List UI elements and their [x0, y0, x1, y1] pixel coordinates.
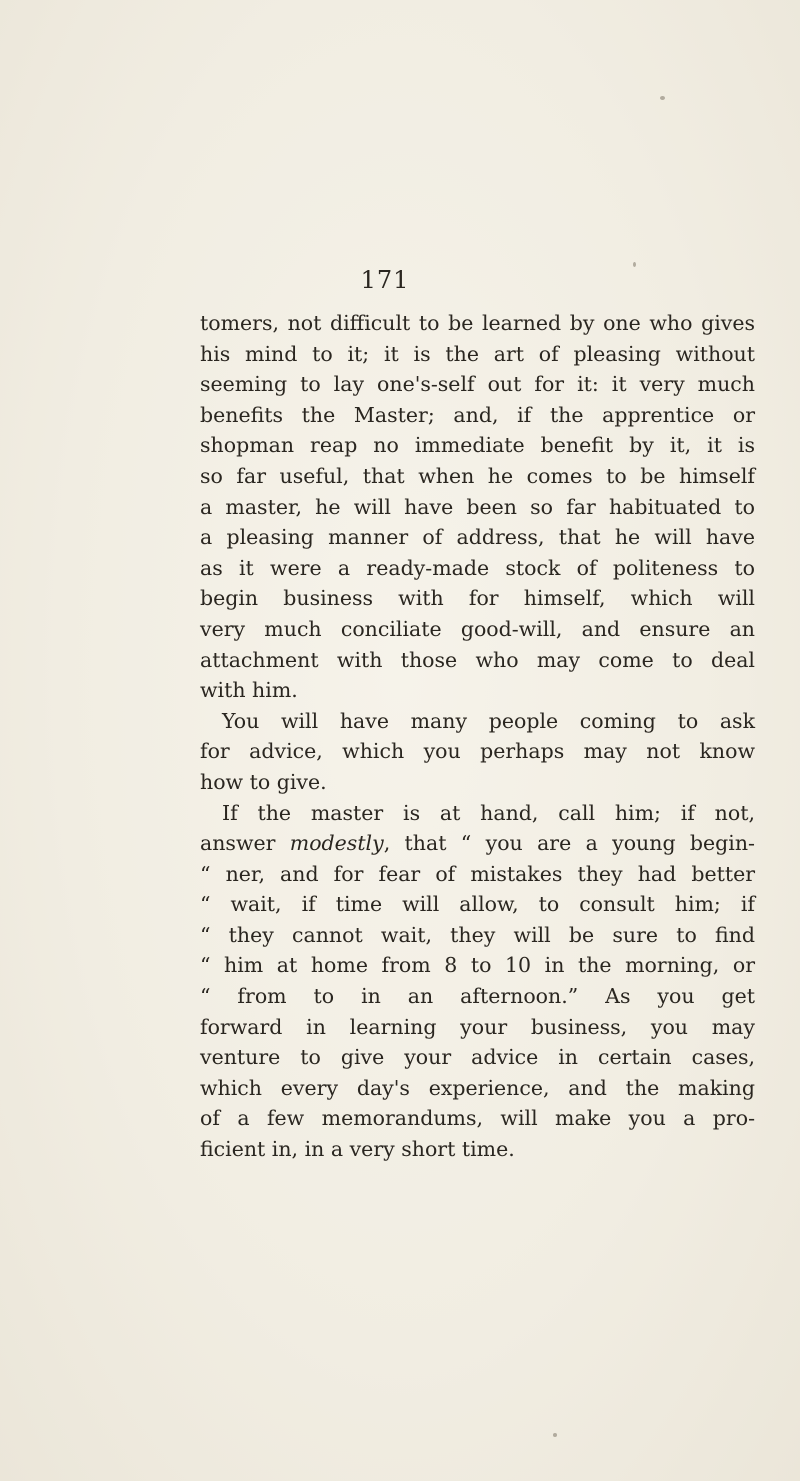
- text-line: begin business with for himself, which will: [200, 586, 755, 611]
- text-line: shopman reap no immediate benefit by it, it is: [200, 433, 755, 458]
- text-line: “ him at home from 8 to 10 in the morning, or: [200, 953, 755, 978]
- page-number: 171: [360, 266, 410, 294]
- italic-word: modestly: [289, 831, 384, 856]
- text-line: tomers, not difficult to be learned by one who gives: [200, 311, 755, 335]
- paragraph-1: [200, 308, 755, 706]
- text-line-with-italic: [200, 828, 755, 859]
- text-line: “ from to in an afternoon.” As you get: [200, 984, 755, 1009]
- text-line: a master, he will have been so far habituated to: [200, 494, 755, 519]
- answer-suffix: , that “ you are a young begin-: [383, 831, 755, 856]
- text-line: “ ner, and for fear of mistakes they had better: [200, 861, 755, 886]
- paragraph-2: [200, 706, 755, 798]
- paragraph-3: [200, 798, 755, 1165]
- text-line: attachment with those who may come to deal: [200, 647, 755, 672]
- text-line: for advice, which you perhaps may not know: [200, 739, 755, 764]
- text-line: forward in learning your business, you may: [200, 1014, 755, 1039]
- text-line: so far useful, that when he comes to be himself: [200, 463, 755, 488]
- text-line: ficient in, in a very short time.: [200, 1137, 515, 1162]
- text-line: You will have many people coming to ask: [222, 708, 755, 733]
- text-line: his mind to it; it is the art of pleasing without: [200, 341, 755, 366]
- text-line: benefits the Master; and, if the apprentice or: [200, 402, 755, 427]
- text-line: “ wait, if time will allow, to consult him; if: [200, 892, 755, 917]
- text-line: as it were a ready-made stock of politeness to: [200, 555, 755, 580]
- text-line: of a few memorandums, will make you a pro-: [200, 1106, 755, 1131]
- text-line: with him.: [200, 678, 298, 703]
- ink-speck: [660, 96, 665, 100]
- ink-speck: [553, 1433, 557, 1437]
- text-line: a pleasing manner of address, that he will have: [200, 525, 755, 550]
- text-line: “ they cannot wait, they will be sure to find: [200, 922, 755, 947]
- text-line: how to give.: [200, 769, 327, 794]
- text-line: If the master is at hand, call him; if not,: [222, 800, 755, 825]
- text-line: seeming to lay one's-self out for it: it very much: [200, 372, 755, 397]
- answer-prefix: answer: [200, 831, 290, 856]
- text-line: very much conciliate good-will, and ensure an: [200, 616, 755, 641]
- text-line: venture to give your advice in certain cases,: [200, 1045, 755, 1070]
- body-text: [200, 308, 755, 1165]
- text-line: which every day's experience, and the making: [200, 1075, 755, 1100]
